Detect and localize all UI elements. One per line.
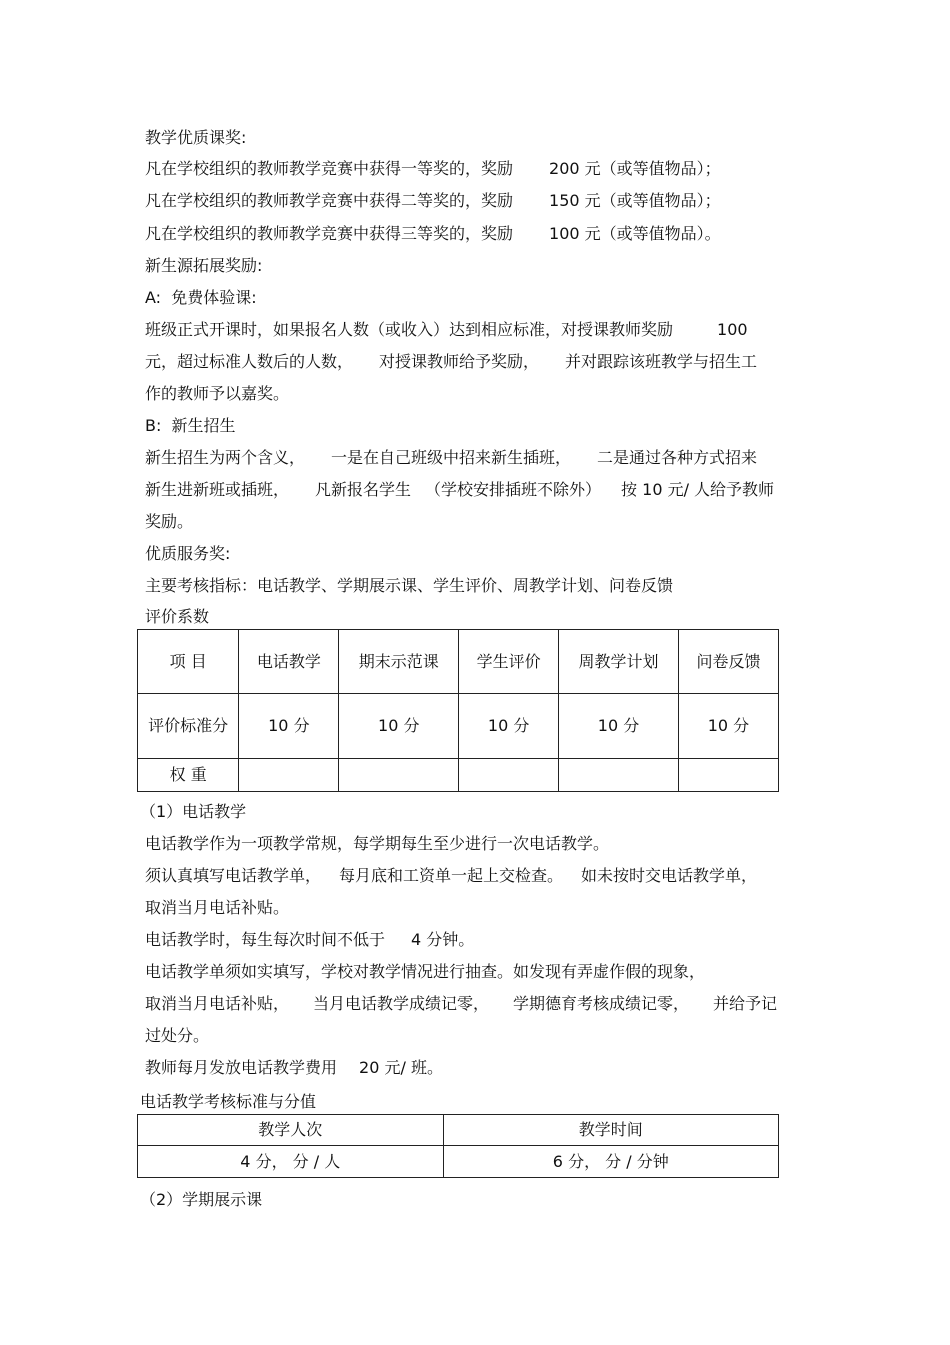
- phone-teaching-p2b: 每月底和工资单一起上交检查。: [339, 866, 564, 885]
- new-enroll-title: B: 新生招生: [145, 416, 236, 435]
- second-prize-line: [145, 191, 721, 211]
- phone-teaching-p5a: 取消当月电话补贴，: [145, 994, 290, 1013]
- phone-score-table: [137, 1114, 779, 1178]
- weight-row-label: 权 重: [138, 759, 239, 792]
- evaluation-header-row: [138, 630, 779, 694]
- header-item: 项 目: [138, 630, 239, 694]
- trial-class-line-2: [145, 352, 757, 372]
- phone-teaching-title: （1）电话教学: [140, 802, 247, 821]
- trial-class-amount: 100: [717, 320, 748, 339]
- score-cell: 10 分: [339, 694, 459, 759]
- coefficient-title: 评价系数: [145, 607, 210, 626]
- weight-cell: [678, 759, 778, 792]
- third-prize-text: 凡在学校组织的教师教学竞赛中获得三等奖的，奖励: [145, 224, 514, 243]
- evaluation-table: [137, 629, 779, 792]
- teaching-award-title: 教学优质课奖:: [145, 128, 247, 147]
- phone-teaching-p2-cont: 取消当月电话补贴。: [145, 898, 290, 917]
- header-student-eval: 学生评价: [459, 630, 559, 694]
- third-prize-line: [145, 224, 721, 244]
- score-cell: 10 分: [239, 694, 339, 759]
- phone-teaching-p5c: 学期德育考核成绩记零，: [513, 994, 690, 1013]
- header-teaching-time: 教学时间: [443, 1115, 778, 1146]
- new-enroll-text-1c: 二是通过各种方式招来: [597, 448, 758, 467]
- phone-teaching-p1: 电话教学作为一项教学常规，每学期每生至少进行一次电话教学。: [145, 834, 610, 853]
- phone-teaching-p5d: 并给予记: [713, 994, 778, 1013]
- phone-table-value-row: [138, 1146, 779, 1178]
- service-indicators: 主要考核指标：电话教学、学期展示课、学生评价、周教学计划、问卷反馈: [145, 576, 674, 595]
- header-teaching-count: 教学人次: [138, 1115, 444, 1146]
- phone-teaching-p3a: 电话教学时，每生每次时间不低于: [145, 930, 386, 949]
- header-survey: 问卷反馈: [678, 630, 778, 694]
- trial-class-text-1: 班级正式开课时，如果报名人数（或收入）达到相应标准，对授课教师奖励: [145, 320, 674, 339]
- weight-cell: [239, 759, 339, 792]
- new-enroll-line-1: [145, 448, 757, 468]
- new-enroll-text-1b: 一是在自己班级中招来新生插班，: [331, 448, 572, 467]
- third-prize-amount: 100 元（或等值物品）。: [549, 224, 721, 243]
- new-student-title: 新生源拓展奖励:: [145, 256, 263, 275]
- value-teaching-time: 6 分， 分 / 分钟: [443, 1146, 778, 1178]
- value-teaching-count: 4 分， 分 / 人: [138, 1146, 444, 1178]
- trial-class-title: A: 免费体验课:: [145, 288, 257, 307]
- new-enroll-line-2: [145, 480, 774, 500]
- trial-class-line-3: 作的教师予以嘉奖。: [145, 384, 290, 403]
- weight-cell: [339, 759, 459, 792]
- evaluation-score-row: [138, 694, 779, 759]
- new-enroll-line-3: 奖励。: [145, 512, 194, 531]
- score-row-label: 评价标准分: [138, 694, 239, 759]
- phone-teaching-p6: 过处分。: [145, 1026, 210, 1045]
- score-cell: 10 分: [459, 694, 559, 759]
- first-prize-text: 凡在学校组织的教师教学竞赛中获得一等奖的，奖励: [145, 159, 514, 178]
- phone-teaching-p7b: 20 元/ 班。: [359, 1058, 443, 1077]
- first-prize-amount: 200 元（或等值物品）；: [549, 159, 721, 178]
- new-enroll-text-2a: 新生进新班或插班，: [145, 480, 290, 499]
- phone-teaching-p3b: 4 分钟。: [411, 930, 475, 949]
- phone-table-header-row: [138, 1115, 779, 1146]
- display-class-title: （2）学期展示课: [140, 1190, 263, 1209]
- weight-cell: [559, 759, 679, 792]
- phone-teaching-p4: 电话教学单须如实填写，学校对教学情况进行抽查。如发现有弄虚作假的现象，: [145, 962, 706, 981]
- new-enroll-text-2c: （学校安排插班不除外）: [425, 480, 602, 499]
- new-enroll-text-2d: 按 10 元/ 人给予教师: [621, 480, 775, 499]
- trial-class-line-1: [145, 320, 748, 340]
- score-cell: 10 分: [678, 694, 778, 759]
- phone-table-title: 电话教学考核标准与分值: [140, 1092, 317, 1111]
- phone-teaching-p7: [145, 1058, 443, 1078]
- phone-teaching-p2a: 须认真填写电话教学单，: [145, 866, 322, 885]
- phone-teaching-p3: [145, 930, 474, 950]
- service-award-title: 优质服务奖:: [145, 544, 231, 563]
- trial-class-text-2c: 并对跟踪该班教学与招生工: [565, 352, 758, 371]
- phone-teaching-p2c: 如未按时交电话教学单，: [581, 866, 758, 885]
- evaluation-weight-row: [138, 759, 779, 792]
- second-prize-amount: 150 元（或等值物品）；: [549, 191, 721, 210]
- phone-teaching-p2: [145, 866, 757, 886]
- new-enroll-text-2b: 凡新报名学生: [315, 480, 412, 499]
- phone-teaching-p5: [145, 994, 777, 1014]
- header-phone-teaching: 电话教学: [239, 630, 339, 694]
- header-weekly-plan: 周教学计划: [559, 630, 679, 694]
- header-demo-class: 期末示范课: [339, 630, 459, 694]
- trial-class-text-2b: 对授课教师给予奖励，: [379, 352, 540, 371]
- score-cell: 10 分: [559, 694, 679, 759]
- weight-cell: [459, 759, 559, 792]
- trial-class-text-2a: 元，超过标准人数后的人数，: [145, 352, 354, 371]
- new-enroll-text-1a: 新生招生为两个含义，: [145, 448, 306, 467]
- first-prize-line: [145, 159, 721, 179]
- phone-teaching-p7a: 教师每月发放电话教学费用: [145, 1058, 338, 1077]
- second-prize-text: 凡在学校组织的教师教学竞赛中获得二等奖的，奖励: [145, 191, 514, 210]
- phone-teaching-p5b: 当月电话教学成绩记零，: [313, 994, 490, 1013]
